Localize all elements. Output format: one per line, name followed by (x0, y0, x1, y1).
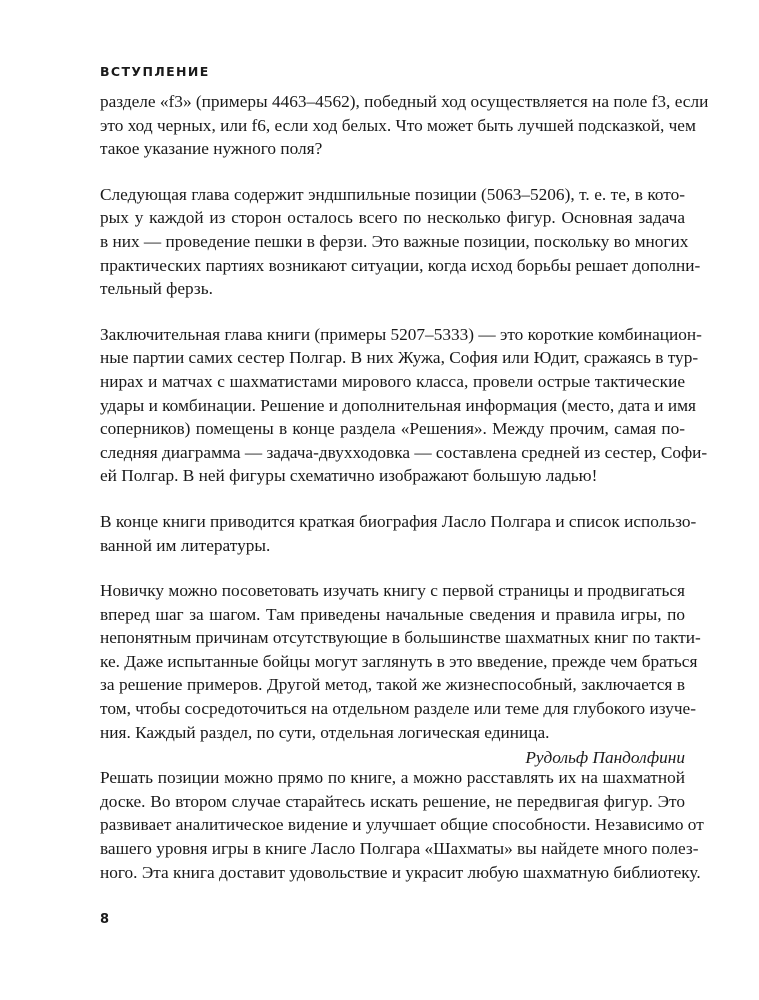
body-text (100, 90, 709, 906)
text-line: ния. Каждый раздел, по сути, отдельная логическая единица. (100, 722, 550, 742)
paragraph-4 (100, 510, 697, 557)
text-line: рых у каждой из сторон осталось всего по несколько фигур. Основная задача (100, 208, 685, 228)
text-line: непонятным причинам отсутствующие в большинстве шахматных книг по такти- (100, 628, 701, 648)
text-line: доске. Во втором случае старайтесь искать решение, не передвигая фигур. Это (100, 791, 685, 811)
text-line: том, чтобы сосредоточиться на отдельном разделе или теме для глубокого изуче- (100, 699, 696, 719)
text-line: ей Полгар. В ней фигуры схематично изображают большую ладью! (100, 466, 598, 486)
text-line: Решать позиции можно прямо по книге, а можно расставлять их на шахматной (100, 768, 685, 788)
text-line: удары и комбинации. Решение и дополнительная информация (место, дата и имя (100, 395, 696, 415)
running-header: ВСТУПЛЕНИЕ (100, 64, 210, 79)
text-line: в них — проведение пешки в ферзи. Это важные позиции, поскольку во многих (100, 231, 689, 251)
text-line: тельный ферзь. (100, 279, 213, 299)
text-line: развивает аналитическое видение и улучшает общие способности. Независимо от (100, 815, 704, 835)
text-line: следняя диаграмма — задача-двухходовка — составлена средней из сестер, Софи- (100, 442, 708, 462)
paragraph-1 (100, 90, 709, 161)
text-line: за решение примеров. Другой метод, такой же жизнеспособный, заключается в (100, 675, 685, 695)
text-line: Следующая глава содержит эндшпильные позиции (5063–5206), т. е. те, в кото- (100, 184, 685, 204)
text-line: такое указание нужного поля? (100, 139, 323, 159)
text-line: нирах и матчах с шахматистами мирового класса, провели острые тактические (100, 371, 685, 391)
text-line: Заключительная глава книги (примеры 5207–5333) — это короткие комбинацион- (100, 324, 702, 344)
text-line: ного. Эта книга доставит удовольствие и украсит любую шахматную библиотеку. (100, 862, 701, 882)
paragraph-5 (100, 579, 701, 744)
author-signature: Рудольф Пандолфини (525, 748, 685, 767)
paragraph-2 (100, 183, 701, 301)
text-line: соперников) помещены в конце раздела «Решения». Между прочим, самая по- (100, 419, 685, 439)
text-line: ке. Даже испытанные бойцы могут заглянуть в это введение, прежде чем браться (100, 651, 698, 671)
paragraph-6 (100, 766, 704, 884)
page-number: 8 (100, 912, 110, 927)
text-line: вашего уровня игры в книге Ласло Полгара «Шахматы» вы найдете много полез- (100, 839, 699, 859)
text-line: это ход черных, или f6, если ход белых. Что может быть лучшей подсказкой, чем (100, 115, 696, 135)
text-line: ные партии самих сестер Полгар. В них Жужа, София или Юдит, сражаясь в тур- (100, 348, 699, 368)
text-line: вперед шаг за шагом. Там приведены начальные сведения и правила игры, по (100, 604, 685, 624)
text-line: разделе «f3» (примеры 4463–4562), победный ход осуществляется на поле f3, если (100, 92, 709, 111)
text-line: Новичку можно посоветовать изучать книгу с первой страницы и продвигаться (100, 581, 685, 601)
text-line: ванной им литературы. (100, 535, 271, 555)
paragraph-3 (100, 323, 708, 488)
text-line: практических партиях возникают ситуации, когда исход борьбы решает дополни- (100, 255, 701, 275)
text-line: В конце книги приводится краткая биография Ласло Полгара и список использо- (100, 511, 697, 531)
